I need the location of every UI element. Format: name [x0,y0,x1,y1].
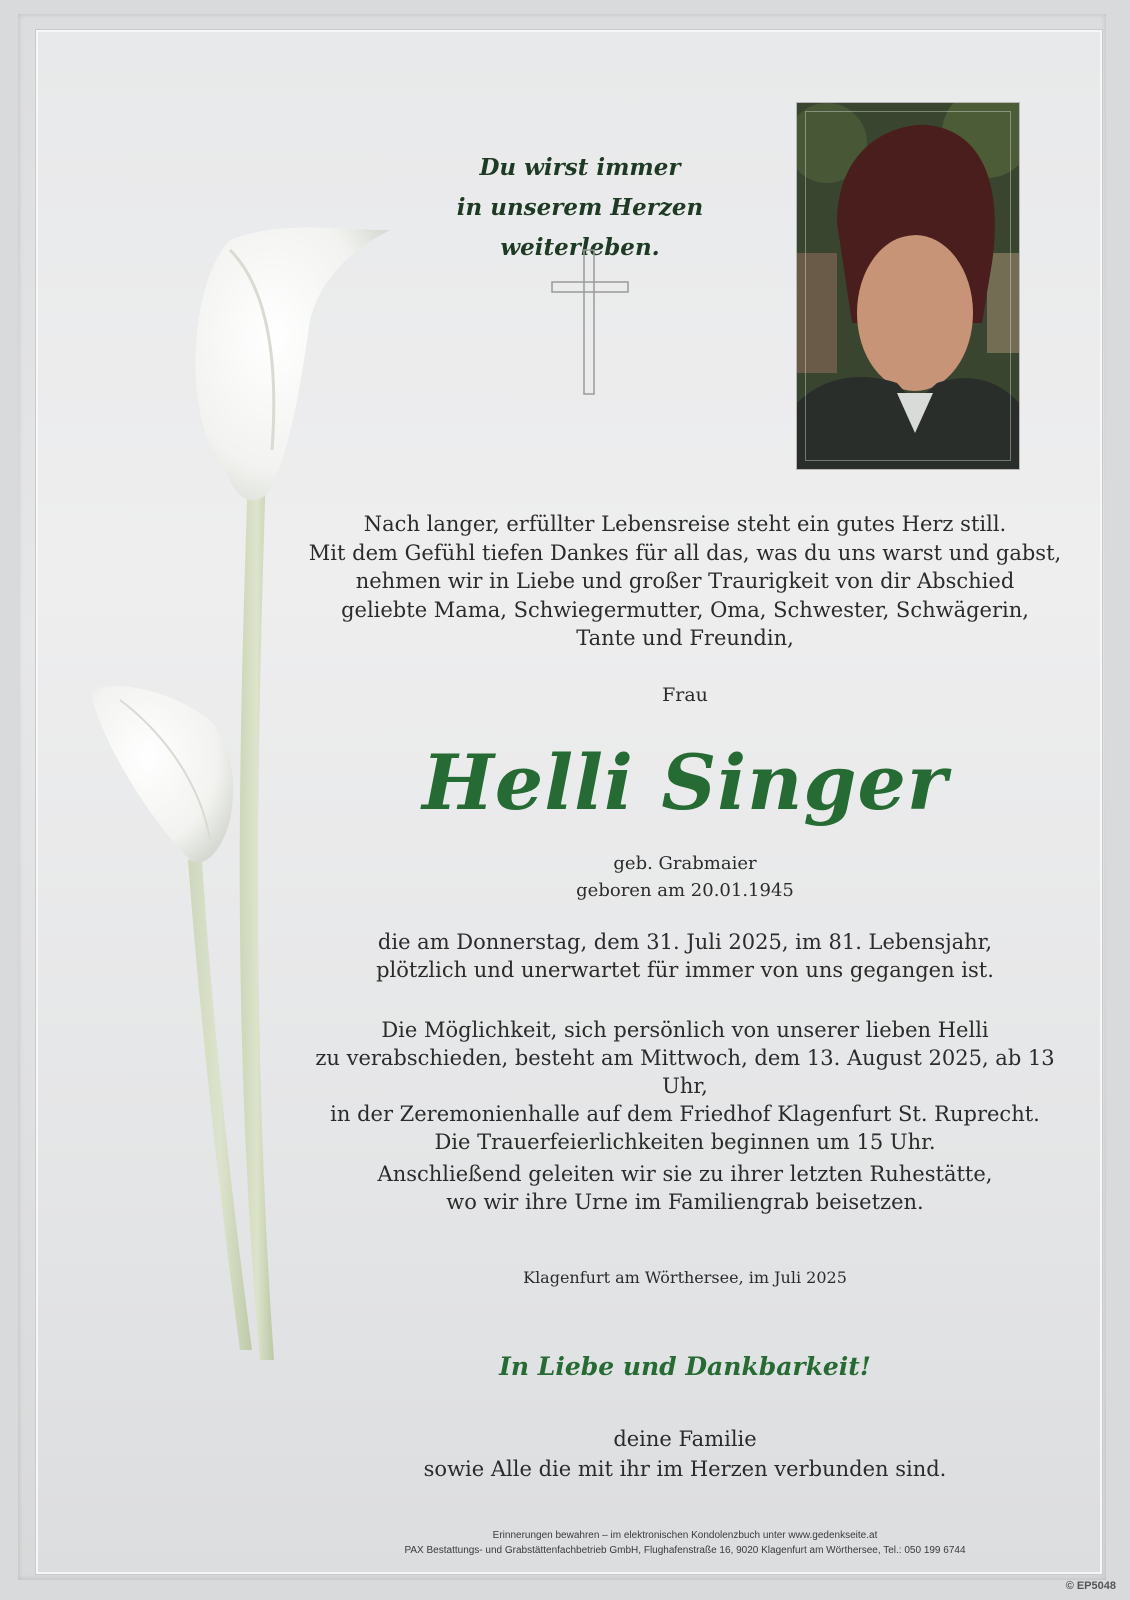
intro-line: geliebte Mama, Schwiegermutter, Oma, Schwester, Schwägerin, [341,597,1029,622]
document-code: © EP5048 [1065,1580,1116,1592]
farewell-line: zu verabschieden, besteht am Mittwoch, dem 13. August 2025, ab 13 Uhr, [315,1046,1055,1098]
intro-line: Tante und Freundin, [576,626,794,650]
farewell-line: Die Trauerfeierlichkeiten beginnen um 15 Uhr. [434,1130,936,1154]
maiden-name: geb. Grabmaier [613,853,757,874]
footer [290,1528,1080,1558]
burial-info [290,1160,1080,1216]
photo-inner-frame [805,111,1011,461]
farewell-line: in der Zeremonienhalle auf dem Friedhof Klagenfurt St. Ruprecht. [330,1102,1040,1126]
place-date: Klagenfurt am Wörthersee, im Juli 2025 [523,1268,847,1287]
deceased-name: Helli Singer [422,738,948,827]
intro-line: Nach langer, erfüllter Lebensreise steht ein gutes Herz still. [363,512,1007,536]
burial-line: Anschließend geleiten wir sie zu ihrer letzten Ruhestätte, [377,1162,993,1186]
intro-line: Mit dem Gefühl tiefen Dankes für all das, was du uns warst und gabst, [308,540,1062,565]
motto-line: in unserem Herzen weiterleben. [456,194,704,261]
intro-line: nehmen wir in Liebe und großer Traurigkeit von dir Abschied [355,569,1015,593]
family-line: sowie Alle die mit ihr im Herzen verbunden sind. [423,1457,947,1481]
death-line: plötzlich und unerwartet für immer von uns gegangen ist. [376,958,994,982]
portrait-photo [796,102,1020,470]
farewell-line: Die Möglichkeit, sich persönlich von unserer lieben Helli [381,1018,989,1042]
death-notice [290,928,1080,984]
farewell-info [290,1016,1080,1156]
burial-line: wo wir ihre Urne im Familiengrab beisetzen. [446,1190,924,1214]
birth-details [290,850,1080,904]
family-signature [290,1424,1080,1484]
motto-line: Du wirst immer [479,154,681,181]
footer-line: Erinnerungen bewahren – im elektronischen Kondolenzbuch unter www.gedenkseite.at [492,1530,878,1541]
footer-line: PAX Bestattungs- und Grabstättenfachbetrieb GmbH, Flughafenstraße 16, 9020 Klagenfurt am Wörthersee, Tel.: 050 199 6744 [404,1545,966,1556]
intro-text [290,510,1080,653]
closing-phrase: In Liebe und Dankbarkeit! [499,1352,871,1381]
salutation: Frau [662,684,708,706]
death-line: die am Donnerstag, dem 31. Juli 2025, im 81. Lebensjahr, [377,930,993,954]
cross-icon [550,248,630,398]
birth-date: geboren am 20.01.1945 [576,880,794,901]
family-line: deine Familie [613,1427,757,1451]
